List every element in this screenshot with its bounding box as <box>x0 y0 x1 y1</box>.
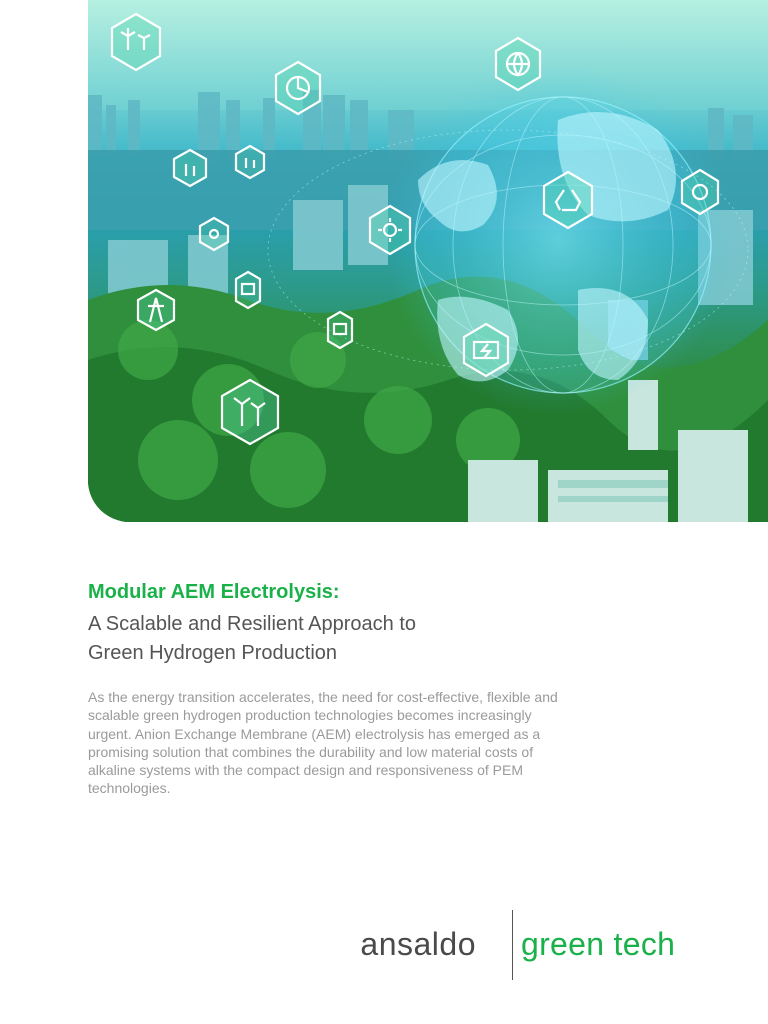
intro-paragraph: As the energy transition accelerates, the need for cost-effective, flexible and scalable green hydrogen production technologies becomes increasingly urgent. Anion Exchange Membrane (AEM) electrolysis has emerged as a promising solution that combines the durability and low material costs of alkaline systems with the compact design and responsiveness of PEM technologies. <box>88 689 558 797</box>
solar-panel-icon <box>328 312 352 348</box>
subtitle-line-2: Green Hydrogen Production <box>88 642 338 664</box>
logo-green-tech-text: green tech <box>521 926 676 962</box>
document-title: Modular AEM Electrolysis: <box>88 581 340 603</box>
logo-divider <box>512 910 513 980</box>
ansaldo-green-tech-logo <box>362 910 702 980</box>
document-subtitle <box>88 610 416 668</box>
gear-icon <box>682 170 718 214</box>
logo-ansaldo-text: ansaldo <box>360 926 476 962</box>
sun-icon <box>370 206 410 254</box>
power-tower-icon <box>138 290 174 330</box>
hero-image <box>88 0 768 522</box>
sun-icon <box>200 218 228 250</box>
wind-turbine-icon <box>174 150 206 186</box>
subtitle-line-1: A Scalable and Resilient Approach to <box>88 613 416 635</box>
solar-panel-icon <box>236 272 260 308</box>
wind-turbine-icon <box>236 146 264 178</box>
city-globe-illustration <box>88 0 768 522</box>
